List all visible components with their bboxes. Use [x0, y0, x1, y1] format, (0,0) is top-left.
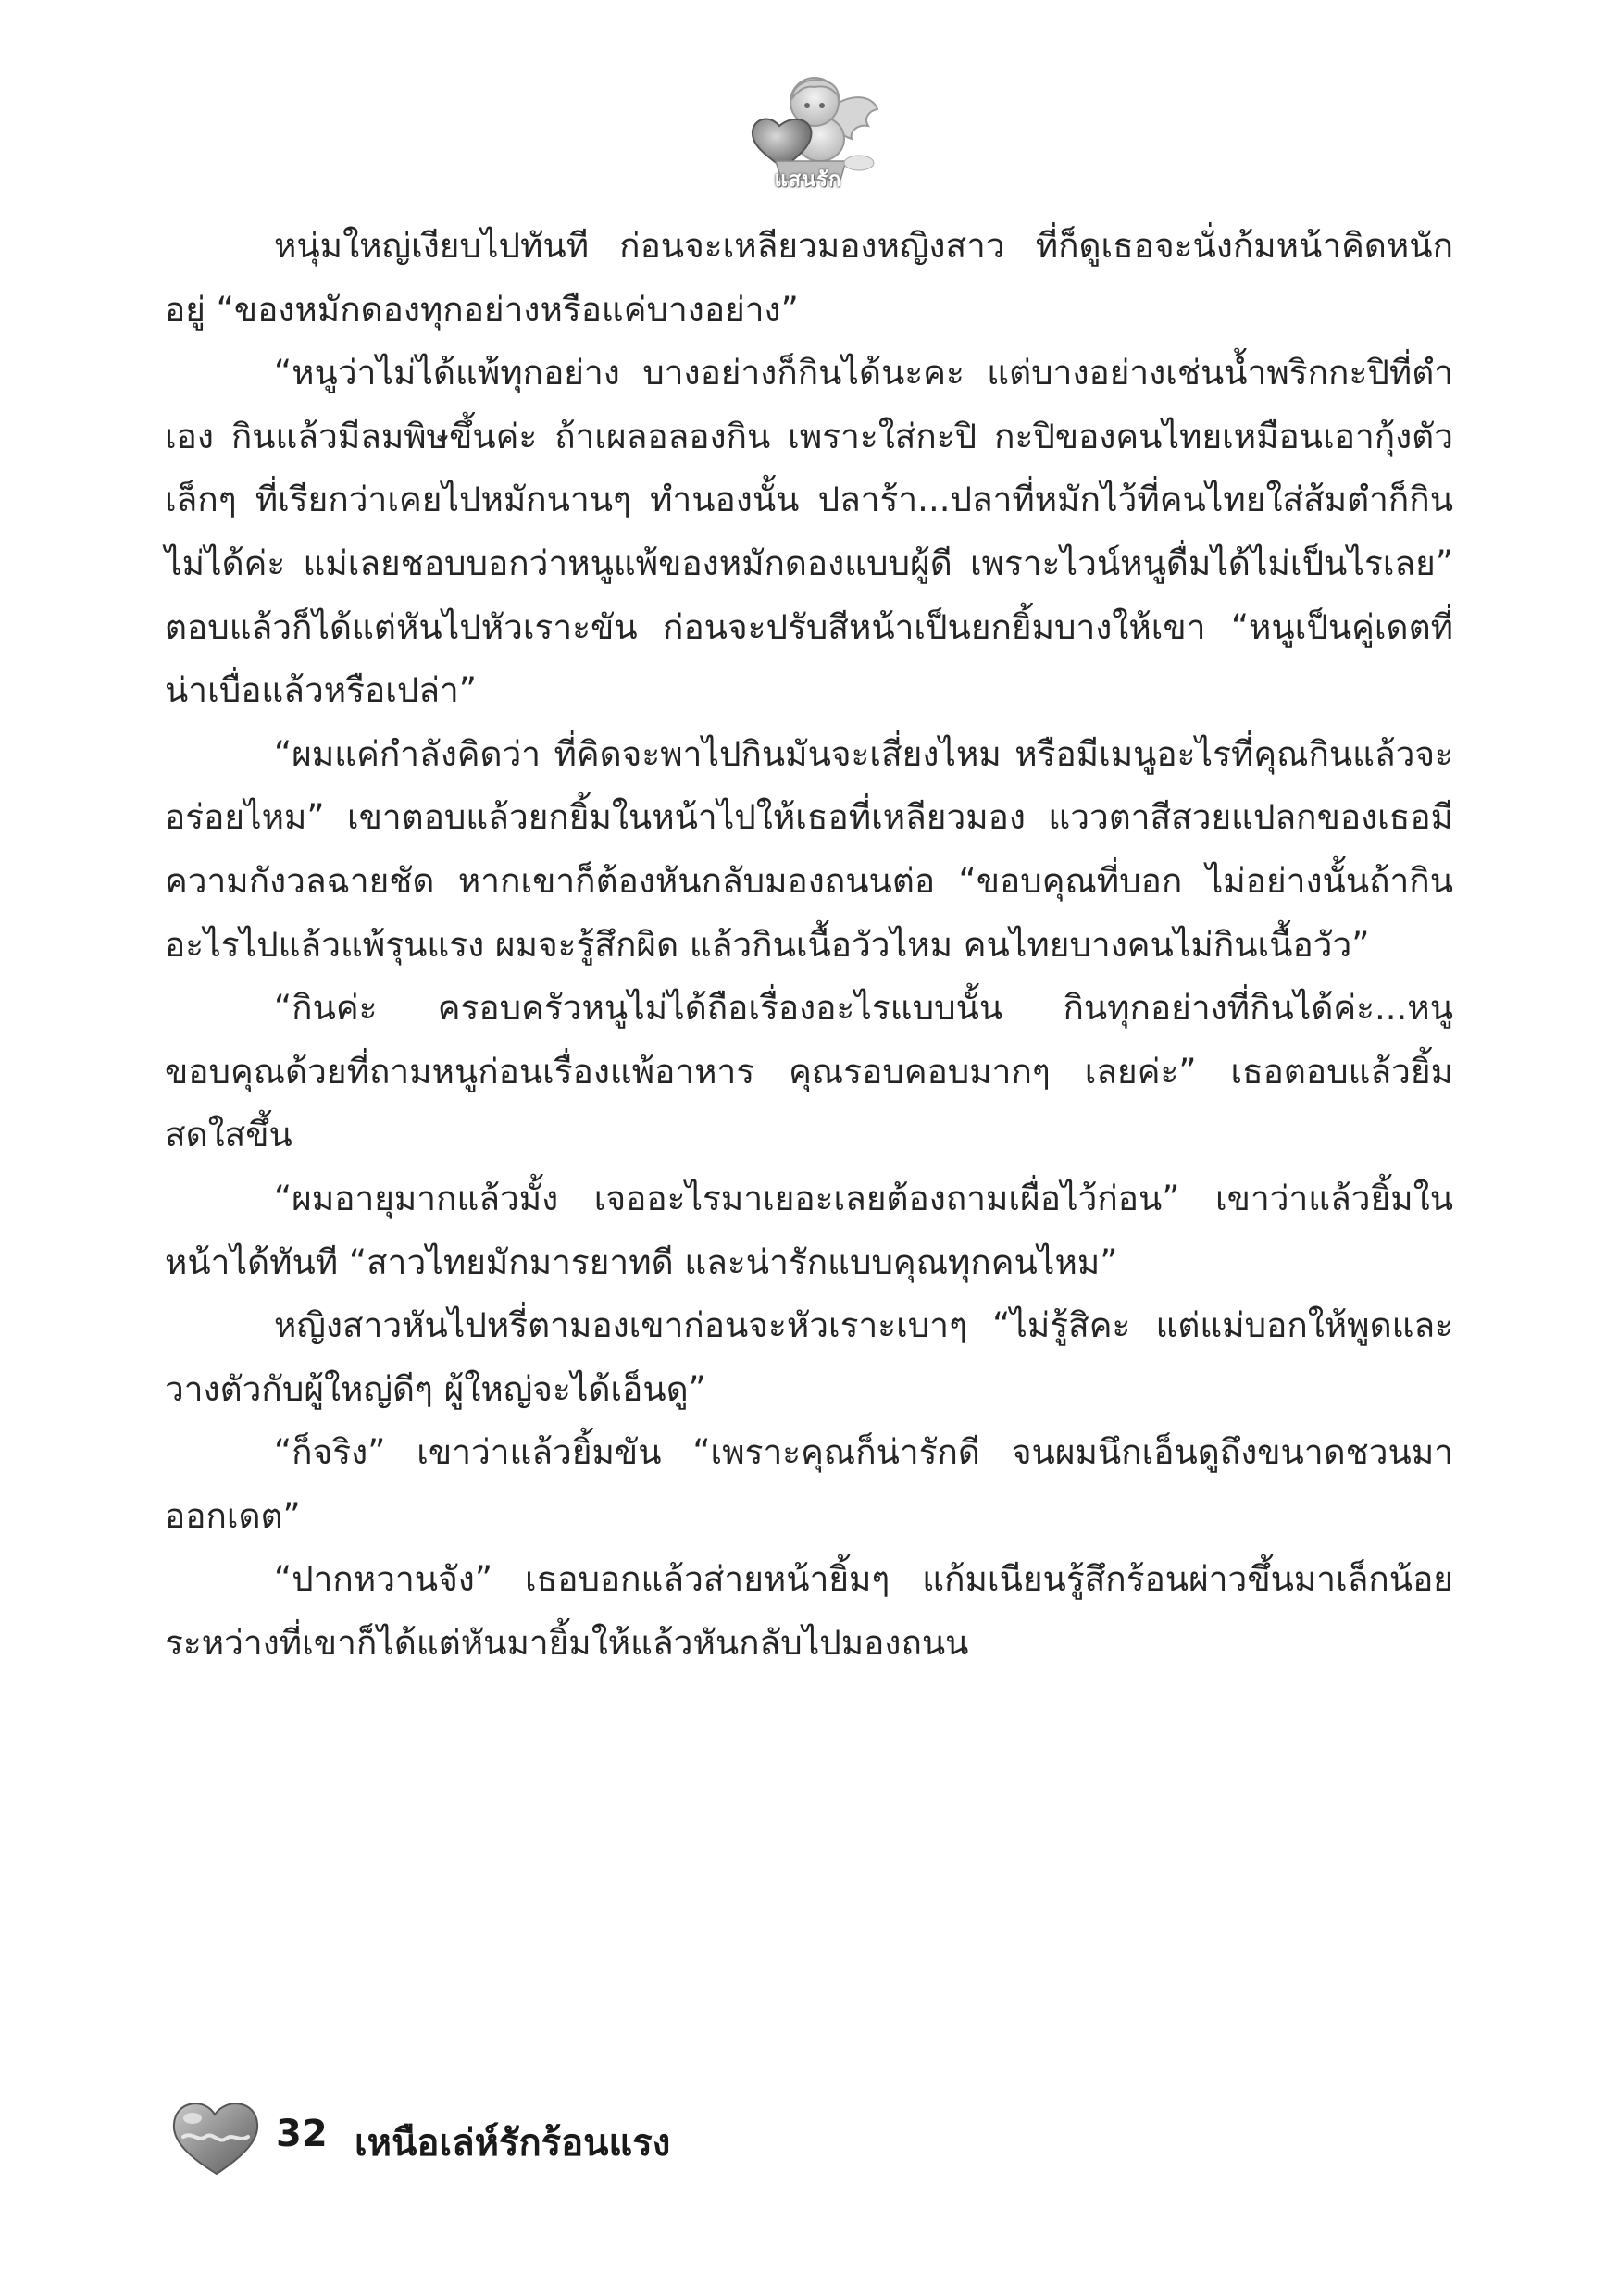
paragraph: หนุ่มใหญ่เงียบไปทันที ก่อนจะเหลียวมองหญิงสาว ที่ก็ดูเธอจะนั่งก้มหน้าคิดหนักอยู่ “ของหมักดองทุกอย่างหรือแค่บางอย่าง” [165, 226, 1453, 330]
heart-icon [165, 2094, 267, 2177]
body-text [165, 215, 1453, 1676]
paragraph: “หนูว่าไม่ได้แพ้ทุกอย่าง บางอย่างก็กินได้นะคะ แต่บางอย่างเช่นน้ำพริกกะปิที่ตำเอง กินแล้วมีลมพิษขึ้นค่ะ ถ้าเผลอลองกิน เพราะใส่กะปิ กะปิของคนไทยเหมือนเอากุ้งตัวเล็กๆ ที่เรียกว่าเคยไปหมักนานๆ ทำนองนั้น ปลาร้า...ปลาที่หมักไว้ที่คนไทยใส่ส้มตำก็กินไม่ได้ค่ะ แม่เลยชอบบอกว่าหนูแพ้ของหมักดองแบบผู้ดี เพราะไวน์หนูดื่มได้ไม่เป็นไรเลย” ตอบแล้วก็ได้แต่หันไปหัวเราะขัน ก่อนจะปรับสีหน้าเป็นยกยิ้มบางให้เขา “หนูเป็นคู่เดตที่น่าเบื่อแล้วหรือเปล่า” [165, 353, 1453, 711]
paragraph: “ผมแค่กำลังคิดว่า ที่คิดจะพาไปกินมันจะเสี่ยงไหม หรือมีเมนูอะไรที่คุณกินแล้วจะอร่อยไหม” เขาตอบแล้วยกยิ้มในหน้าไปให้เธอที่เหลียวมอง แววตาสีสวยแปลกของเธอมีความกังวลฉายชัด หากเขาก็ต้องหันกลับมองถนนต่อ “ขอบคุณที่บอก ไม่อย่างนั้นถ้ากินอะไรไปแล้วแพ้รุนแรง ผมจะรู้สึกผิด แล้วกินเนื้อวัวไหม คนไทยบางคนไม่กินเนื้อวัว” [165, 733, 1453, 965]
publisher-logo [711, 54, 905, 193]
paragraph: “ก็จริง” เขาว่าแล้วยิ้มขัน “เพราะคุณก็น่ารักดี จนผมนึกเอ็นดูถึงขนาดชวนมาออกเดต” [165, 1432, 1453, 1536]
paragraph: “ผมอายุมากแล้วมั้ง เจออะไรมาเยอะเลยต้องถามเผื่อไว้ก่อน” เขาว่าแล้วยิ้มในหน้าได้ทันที “สาวไทยมักมารยาทดี และน่ารักแบบคุณทุกคนไหม” [165, 1178, 1453, 1282]
paragraph: “กินค่ะ ครอบครัวหนูไม่ได้ถือเรื่องอะไรแบบนั้น กินทุกอย่างที่กินได้ค่ะ...หนูขอบคุณด้วยที่ถามหนูก่อนเรื่องแพ้อาหาร คุณรอบคอบมากๆ เลยค่ะ” เธอตอบแล้วยิ้มสดใสขึ้น [165, 988, 1453, 1155]
logo-text: แสนรัก [774, 168, 842, 192]
paragraph: หญิงสาวหันไปหรี่ตามองเขาก่อนจะหัวเราะเบาๆ “ไม่รู้สิคะ แต่แม่บอกให้พูดและวางตัวกับผู้ใหญ่ดีๆ ผู้ใหญ่จะได้เอ็นดู” [165, 1305, 1453, 1409]
page-footer [165, 2094, 998, 2177]
paragraph: “ปากหวานจัง” เธอบอกแล้วส่ายหน้ายิ้มๆ แก้มเนียนรู้สึกร้อนผ่าวขึ้นมาเล็กน้อย ระหว่างที่เขาก็ได้แต่หันมายิ้มให้แล้วหันกลับไปมองถนน [165, 1559, 1453, 1664]
book-title: เหนือเล่ห์รักร้อนแรง [355, 2122, 671, 2165]
page-number: 32 [276, 2113, 328, 2155]
